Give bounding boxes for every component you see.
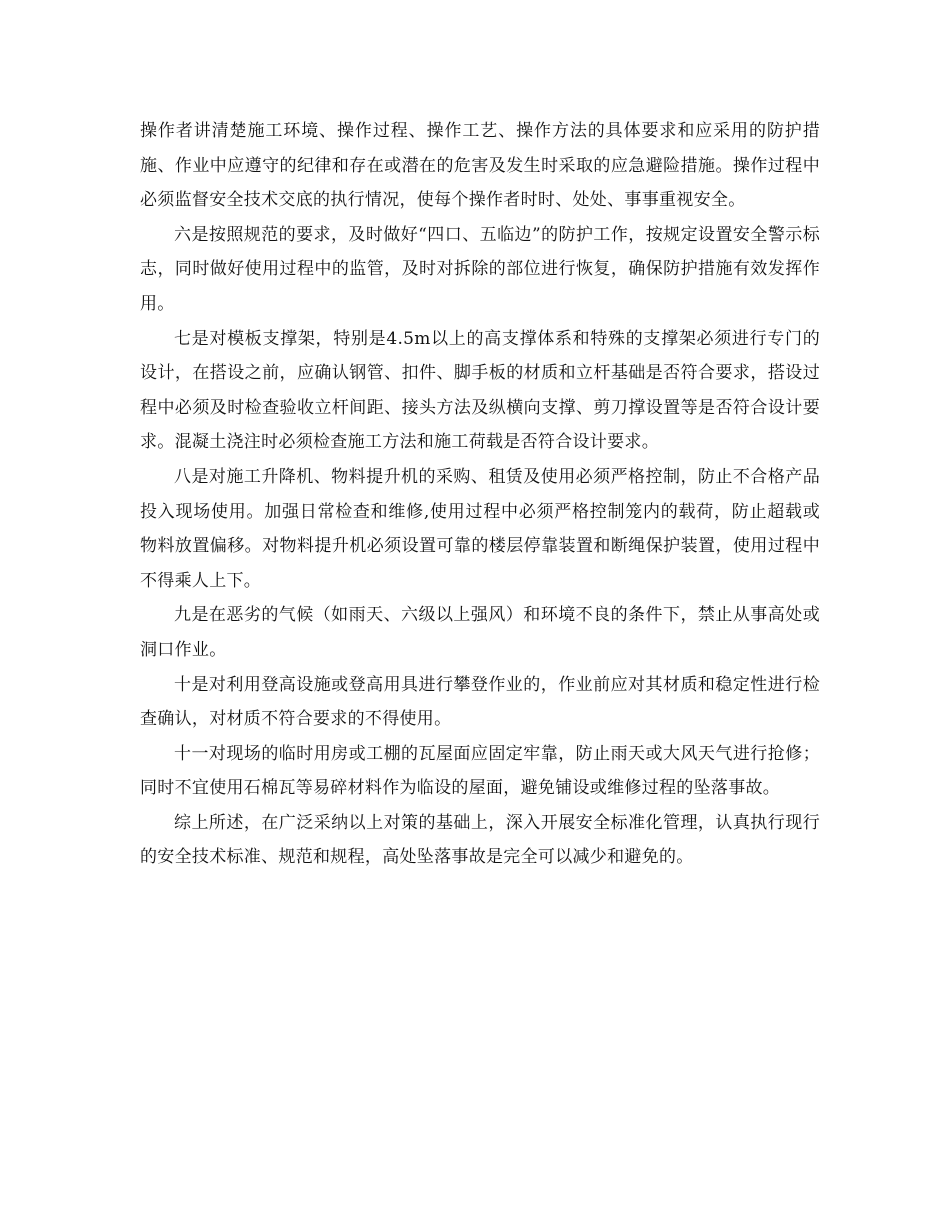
document-body: [140, 114, 820, 875]
paragraph-item-10: 十是对利用登高设施或登高用具进行攀登作业的，作业前应对其材质和稳定性进行检查确认，对材质不符合要求的不得使用。: [140, 674, 820, 730]
paragraph-item-8: 八是对施工升降机、物料提升机的采购、租赁及使用必须严格控制，防止不合格产品投入现场使用。加强日常检查和维修,使用过程中必须严格控制笼内的载荷，防止超载或物料放置偏移。对物料提升机必须设置可靠的楼层停靠装置和断绳保护装置，使用过程中不得乘人上下。: [140, 466, 820, 591]
paragraph-item-9: 九是在恶劣的气候（如雨天、六级以上强风）和环境不良的条件下，禁止从事高处或洞口作业。: [140, 605, 820, 660]
paragraph-continuation: 操作者讲清楚施工环境、操作过程、操作工艺、操作方法的具体要求和应采用的防护措施、作业中应遵守的纪律和存在或潜在的危害及发生时采取的应急避险措施。操作过程中必须监督安全技术交底的执行情况，使每个操作者时时、处处、事事重视安全。: [140, 121, 820, 211]
paragraph-item-6: 六是按照规范的要求，及时做好“四口、五临边”的防护工作，按规定设置安全警示标志，同时做好使用过程中的监管，及时对拆除的部位进行恢复，确保防护措施有效发挥作用。: [140, 224, 820, 314]
paragraph-conclusion: 综上所述，在广泛采纳以上对策的基础上，深入开展安全标准化管理，认真执行现行的安全技术标准、规范和规程，高处坠落事故是完全可以减少和避免的。: [140, 812, 820, 868]
paragraph-item-11: 十一对现场的临时用房或工棚的瓦屋面应固定牢靠，防止雨天或大风天气进行抢修；同时不宜使用石棉瓦等易碎材料作为临设的屋面，避免铺设或维修过程的坠落事故。: [140, 743, 820, 799]
paragraph-item-7: 七是对模板支撑架，特别是4.5m以上的高支撑体系和特殊的支撑架必须进行专门的设计，在搭设之前，应确认钢管、扣件、脚手板的材质和立杆基础是否符合要求，搭设过程中必须及时检查验收立杆间距、接头方法及纵横向支撑、剪刀撑设置等是否符合设计要求。混凝土浇注时必须检查施工方法和施工荷载是否符合设计要求。: [140, 328, 820, 453]
